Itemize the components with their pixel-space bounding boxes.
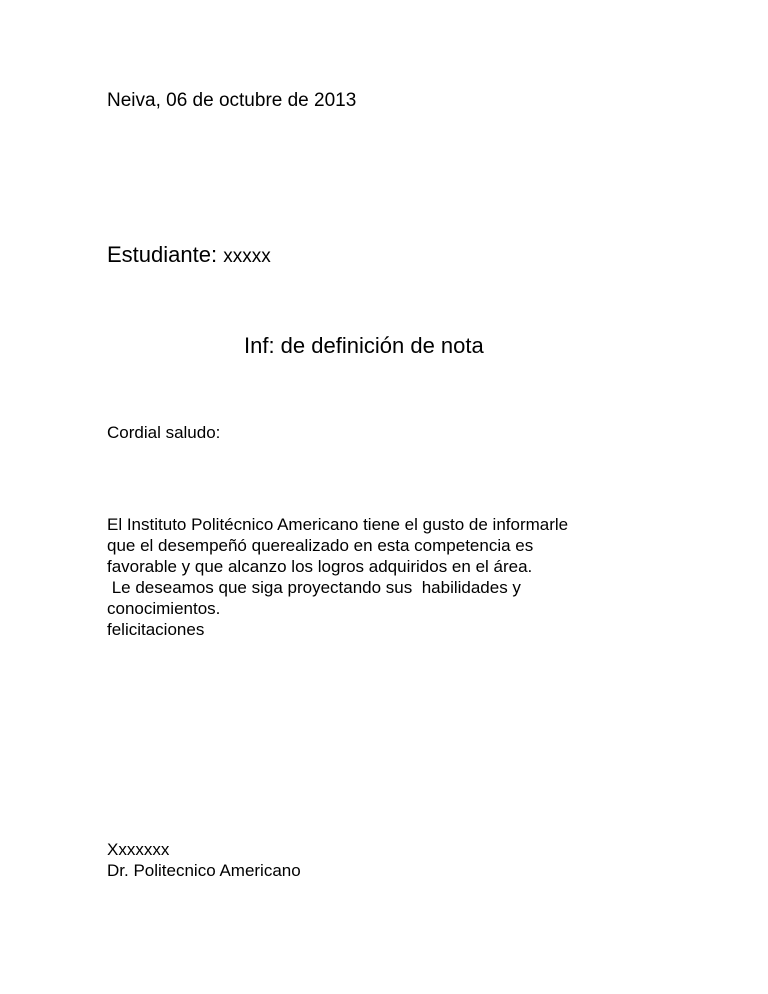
greeting-line: Cordial saludo: <box>107 423 221 442</box>
student-label: Estudiante: <box>107 242 218 267</box>
body-line: que el desempeñó querealizado en esta competencia es <box>107 536 534 555</box>
signature-title: Dr. Politecnico Americano <box>107 861 301 880</box>
subject-line: Inf: de definición de nota <box>244 333 484 358</box>
body-line: conocimientos. <box>107 599 221 618</box>
body-line: Le deseamos que siga proyectando sus habilidades y <box>107 578 521 597</box>
body-line: felicitaciones <box>107 620 205 639</box>
letter-body <box>107 514 707 640</box>
student-value: xxxxx <box>223 246 271 267</box>
signature-name: Xxxxxxx <box>107 840 170 859</box>
student-line <box>107 242 271 268</box>
body-line: El Instituto Politécnico Americano tiene el gusto de informarle <box>107 515 569 534</box>
body-line: favorable y que alcanzo los logros adquiridos en el área. <box>107 557 533 576</box>
date-line: Neiva, 06 de octubre de 2013 <box>107 90 357 111</box>
